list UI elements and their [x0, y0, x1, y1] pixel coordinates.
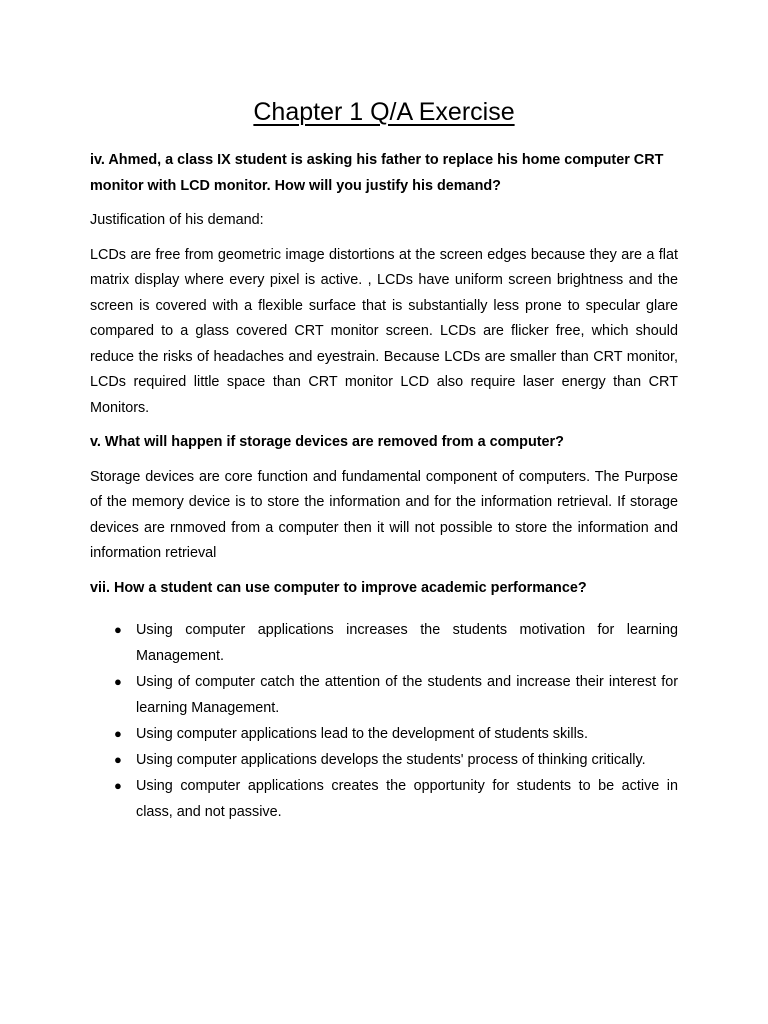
answer-iv: LCDs are free from geometric image distortions at the screen edges because they are a flat matrix display where every pixel is active. , LCDs have uniform screen brightness and the screen is covered with a flexible surface that is substantially less prone to specular glare compared to a glass covered CRT monitor screen. LCDs are flicker free, which should reduce the risks of headaches and eyestrain. Because LCDs are smaller than CRT monitor, LCDs required little space than CRT monitor LCD also require laser energy than CRT Monitors.: [90, 246, 678, 416]
list-item: [90, 773, 678, 825]
bullet-icon: ●: [114, 726, 122, 741]
bullet-icon: ●: [114, 674, 122, 689]
list-item-text: Using computer applications lead to the development of students skills.: [136, 726, 588, 742]
answer-vii-list: [90, 617, 678, 825]
list-item-text: Using of computer catch the attention of the students and increase their interest for learning Management.: [136, 674, 678, 716]
list-item: [90, 669, 678, 721]
list-item-text: Using computer applications creates the opportunity for students to be active in class, and not passive.: [136, 778, 678, 820]
bullet-icon: ●: [114, 752, 122, 767]
list-item: [90, 721, 678, 747]
question-iv: iv. Ahmed, a class IX student is asking his father to replace his home computer CRT monitor with LCD monitor. How will you justify his demand?: [90, 152, 664, 194]
list-item: [90, 747, 678, 773]
question-v: v. What will happen if storage devices are removed from a computer?: [90, 434, 564, 450]
question-vii: vii. How a student can use computer to improve academic performance?: [90, 579, 587, 596]
page-title-text: Chapter 1 Q/A Exercise: [253, 98, 515, 126]
bullet-icon: ●: [114, 778, 122, 793]
bullet-icon: ●: [114, 622, 122, 637]
list-item-text: Using computer applications increases the students motivation for learning Management.: [136, 622, 678, 664]
justification-subheading: Justification of his demand:: [90, 212, 264, 228]
list-item-text: Using computer applications develops the students' process of thinking critically.: [136, 752, 646, 768]
answer-v: Storage devices are core function and fundamental component of computers. The Purpose of the memory device is to store the information and for the information retrieval. If storage devices are rnmoved from a computer then it will not possible to store the information and information retrieval: [90, 468, 678, 561]
list-item: [90, 617, 678, 669]
page-title: [90, 96, 678, 128]
